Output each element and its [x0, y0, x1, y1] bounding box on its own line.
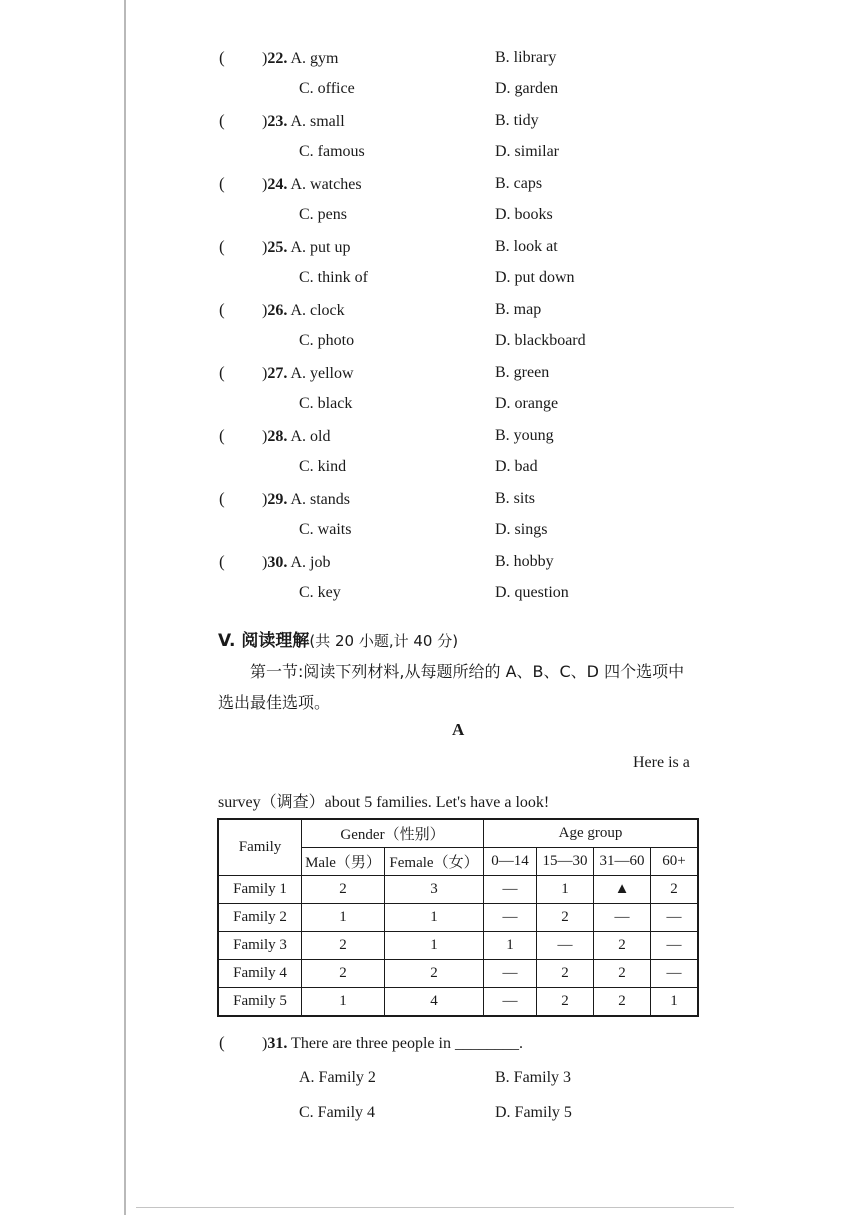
option-c: C. office — [299, 80, 355, 97]
age-count-cell: — — [651, 932, 699, 960]
option-c: C. key — [299, 584, 341, 601]
header-age-15-30: 15—30 — [537, 848, 594, 876]
option-d: D. orange — [495, 395, 559, 412]
age-count-cell: — — [651, 904, 699, 932]
question-number: 26. — [267, 302, 288, 319]
section-instruction-line1: 第一节:阅读下列材料,从每题所给的 A、B、C、D 四个选项中 — [250, 662, 685, 681]
family-cell: Family 2 — [218, 904, 302, 932]
answer-paren-close-31: ) — [262, 1035, 268, 1052]
answer-paren-close: ) — [262, 491, 268, 508]
question-number: 22. — [267, 50, 288, 67]
age-count-cell: 2 — [594, 960, 651, 988]
answer-paren-close: ) — [262, 302, 268, 319]
option-a: A. yellow — [290, 365, 354, 382]
question-row — [262, 238, 350, 258]
answer-paren-open: ( — [219, 300, 225, 319]
age-count-cell: — — [537, 932, 594, 960]
section-instruction-line2: 选出最佳选项。 — [218, 693, 331, 712]
question-31-option-b: B. Family 3 — [495, 1069, 572, 1086]
family-cell: Family 1 — [218, 876, 302, 904]
page-bottom-border — [136, 1207, 734, 1208]
option-d: D. bad — [495, 458, 538, 475]
option-b: B. tidy — [495, 112, 539, 129]
passage-intro-part1: Here is a — [633, 754, 690, 771]
table-row — [218, 876, 698, 904]
question-31-option-a: A. Family 2 — [299, 1069, 376, 1086]
survey-table-body — [218, 876, 698, 1017]
header-gender: Gender（性别） — [302, 819, 484, 848]
option-a: A. gym — [290, 50, 339, 67]
age-count-cell: — — [484, 988, 537, 1017]
option-c: C. waits — [299, 521, 352, 538]
option-b: B. look at — [495, 238, 558, 255]
question-row — [262, 364, 354, 384]
option-b: B. hobby — [495, 553, 554, 570]
table-row — [218, 932, 698, 960]
answer-paren-open: ( — [219, 111, 225, 130]
option-d: D. question — [495, 584, 569, 601]
question-row — [262, 427, 330, 447]
answer-paren-close: ) — [262, 176, 268, 193]
female-count-cell: 3 — [385, 876, 484, 904]
age-count-cell: — — [484, 904, 537, 932]
age-count-cell: 2 — [537, 988, 594, 1017]
option-c: C. pens — [299, 206, 347, 223]
option-a: A. clock — [290, 302, 345, 319]
question-row — [262, 490, 350, 510]
option-a: A. job — [290, 554, 331, 571]
question-row — [262, 112, 345, 132]
question-row — [262, 301, 345, 321]
question-number: 28. — [267, 428, 288, 445]
option-d: D. books — [495, 206, 553, 223]
reading-section-title: V. 阅读理解(共 20 小题,计 40 分) — [218, 631, 459, 651]
male-count-cell: 1 — [302, 904, 385, 932]
family-cell: Family 3 — [218, 932, 302, 960]
header-female: Female（女） — [385, 848, 484, 876]
option-a: A. small — [290, 113, 345, 130]
header-family: Family — [218, 819, 302, 876]
question-number: 23. — [267, 113, 288, 130]
answer-paren-open: ( — [219, 174, 225, 193]
age-count-cell: — — [651, 960, 699, 988]
option-b: B. map — [495, 301, 542, 318]
option-d: D. blackboard — [495, 332, 586, 349]
age-count-cell: 2 — [651, 876, 699, 904]
question-31 — [262, 1034, 523, 1054]
answer-paren-open-31: ( — [219, 1033, 225, 1052]
header-age-group: Age group — [484, 819, 699, 848]
option-c: C. think of — [299, 269, 368, 286]
passage-intro-part2: survey（调查）about 5 families. Let's have a look! — [218, 794, 550, 811]
answer-paren-open: ( — [219, 237, 225, 256]
question-number: 27. — [267, 365, 288, 382]
age-count-cell: — — [484, 960, 537, 988]
header-male: Male（男） — [302, 848, 385, 876]
answer-paren-close: ) — [262, 428, 268, 445]
answer-paren-close: ) — [262, 113, 268, 130]
option-d: D. similar — [495, 143, 559, 160]
page-left-border — [124, 0, 126, 1215]
option-b: B. library — [495, 49, 557, 66]
table-row — [218, 988, 698, 1017]
option-b: B. green — [495, 364, 550, 381]
answer-paren-close: ) — [262, 239, 268, 256]
family-cell: Family 4 — [218, 960, 302, 988]
age-count-cell: ▲ — [594, 876, 651, 904]
answer-paren-open: ( — [219, 48, 225, 67]
question-number: 25. — [267, 239, 288, 256]
option-c: C. black — [299, 395, 353, 412]
option-b: B. caps — [495, 175, 543, 192]
option-d: D. sings — [495, 521, 548, 538]
answer-paren-close: ) — [262, 50, 268, 67]
question-number: 29. — [267, 491, 288, 508]
answer-paren-close: ) — [262, 365, 268, 382]
answer-paren-open: ( — [219, 363, 225, 382]
table-row — [218, 960, 698, 988]
option-a: A. put up — [290, 239, 351, 256]
age-count-cell: 1 — [651, 988, 699, 1017]
question-31-number: 31. — [267, 1035, 288, 1052]
family-survey-table — [217, 818, 699, 1017]
age-count-cell: 2 — [594, 932, 651, 960]
answer-paren-open: ( — [219, 552, 225, 571]
table-row — [218, 904, 698, 932]
answer-paren-open: ( — [219, 426, 225, 445]
question-number: 24. — [267, 176, 288, 193]
female-count-cell: 2 — [385, 960, 484, 988]
question-row — [262, 175, 362, 195]
question-31-text: There are three people in ________. — [291, 1035, 523, 1052]
option-b: B. sits — [495, 490, 536, 507]
age-count-cell: 2 — [537, 904, 594, 932]
option-c: C. photo — [299, 332, 355, 349]
question-row — [262, 553, 330, 573]
male-count-cell: 2 — [302, 960, 385, 988]
option-d: D. put down — [495, 269, 575, 286]
header-age-60-plus: 60+ — [651, 848, 699, 876]
question-31-option-c: C. Family 4 — [299, 1104, 376, 1121]
option-c: C. famous — [299, 143, 365, 160]
question-number: 30. — [267, 554, 288, 571]
option-d: D. garden — [495, 80, 559, 97]
question-row — [262, 49, 338, 69]
age-count-cell: — — [594, 904, 651, 932]
option-b: B. young — [495, 427, 554, 444]
option-a: A. old — [290, 428, 331, 445]
age-count-cell: 2 — [594, 988, 651, 1017]
female-count-cell: 1 — [385, 904, 484, 932]
header-age-31-60: 31—60 — [594, 848, 651, 876]
option-a: A. stands — [290, 491, 351, 508]
age-count-cell: 2 — [537, 960, 594, 988]
age-count-cell: 1 — [484, 932, 537, 960]
male-count-cell: 2 — [302, 932, 385, 960]
answer-paren-close: ) — [262, 554, 268, 571]
question-31-option-d: D. Family 5 — [495, 1104, 572, 1121]
answer-paren-open: ( — [219, 489, 225, 508]
age-count-cell: — — [484, 876, 537, 904]
age-count-cell: 1 — [537, 876, 594, 904]
option-a: A. watches — [290, 176, 362, 193]
female-count-cell: 4 — [385, 988, 484, 1017]
family-cell: Family 5 — [218, 988, 302, 1017]
male-count-cell: 2 — [302, 876, 385, 904]
male-count-cell: 1 — [302, 988, 385, 1017]
female-count-cell: 1 — [385, 932, 484, 960]
header-age-0-14: 0—14 — [484, 848, 537, 876]
passage-label: A — [452, 720, 465, 739]
option-c: C. kind — [299, 458, 347, 475]
